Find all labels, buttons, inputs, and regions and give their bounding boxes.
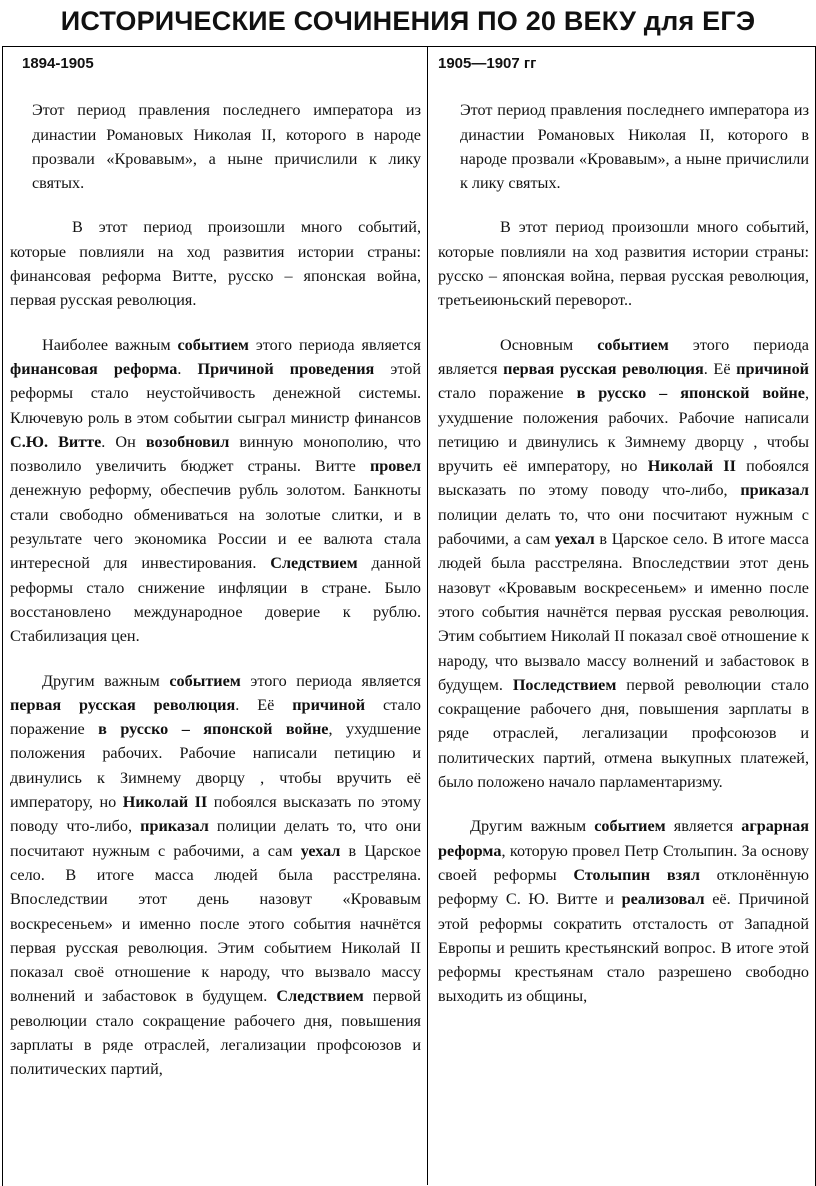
page-title: ИСТОРИЧЕСКИЕ СОЧИНЕНИЯ ПО 20 ВЕКУ для ЕГЭ xyxy=(60,6,756,36)
bold-run: в русско – японской войне xyxy=(98,720,329,739)
bold-run: приказал xyxy=(140,817,209,836)
bold-run: Следствием xyxy=(276,987,364,1006)
text-run: побоялся высказать по этому поводу что-либо, xyxy=(438,457,809,500)
bold-run: Столыпин взял xyxy=(573,865,700,884)
bold-run: событием xyxy=(594,817,666,836)
bold-run: Причиной проведения xyxy=(197,359,375,378)
left-revolution-paragraph xyxy=(10,669,421,1082)
left-period-heading: 1894-1905 xyxy=(22,55,94,72)
text-run: . Её xyxy=(235,695,293,714)
bold-run: Следствием xyxy=(270,554,358,573)
right-period-heading: 1905—1907 гг xyxy=(438,55,537,72)
bold-run: первая русская революция xyxy=(503,359,704,378)
text-run: данной реформы стало снижение инфляции в стране. Было восстановлено международное доверие к рублю. Стабилизация цен. xyxy=(10,554,421,646)
text-run: побоялся высказать по этому поводу что-либо, xyxy=(10,793,421,836)
text-run: полиции делать то, что они посчитают нужным с рабочими, а сам xyxy=(10,817,421,860)
right-intro-paragraph: Этот период правления последнего императора из династии Романовых Николая II, которого в народе прозвали «Кровавым», а ныне причислили к лику святых. xyxy=(460,101,809,193)
text-run: этой реформы стало неустойчивость денежной системы. Ключевую роль в этом событии сыграл министр финансов xyxy=(10,359,421,427)
text-run: её. Причиной этой реформы сократить отсталость от Западной Европы и решить крестьянский вопрос. В итоге этой реформы крестьянам стало разрешено свободно выходить из общины, xyxy=(438,890,809,1006)
text-run: , которую провел Петр Столыпин. За основу своей реформы xyxy=(438,841,809,884)
text-run: в Царское село. В итоге масса людей была расстреляна. Впоследствии этот день назовут «Кровавым воскресеньем» и именно после этого события начнётся первая русская революция. Этим событием Николай II показал своё отношение к народу, что вызвало массу волнений и забастовок в будущем. xyxy=(10,841,421,1006)
left-intro-paragraph: Этот период правления последнего императора из династии Романовых Николая II, которого в народе прозвали «Кровавым», а ныне причислили к лику святых. xyxy=(32,101,421,193)
bold-run: аграрная реформа xyxy=(438,817,809,860)
text-run: этого периода является xyxy=(438,335,809,378)
right-agrarian-reform-paragraph xyxy=(438,814,809,1008)
text-run: полиции делать то, что они посчитают нужным с рабочими, а сам xyxy=(438,505,809,549)
bold-run: Последствием xyxy=(512,675,617,694)
text-run: . Он xyxy=(101,432,146,451)
text-run: стало поражение xyxy=(438,384,577,403)
right-column xyxy=(438,52,809,1029)
bold-run: реализовал xyxy=(621,890,705,909)
bold-run: причиной xyxy=(736,359,810,378)
text-run: отклонённую реформу С. Ю. Витте и xyxy=(438,865,810,909)
bold-run: Николай II xyxy=(647,457,736,476)
column-divider xyxy=(427,46,428,1185)
text-run: . xyxy=(177,359,198,378)
right-events-paragraph: В этот период произошли много событий, которые повлияли на ход развития истории страны: русско – японская война, первая русская революция, третьеиюньский переворот.. xyxy=(438,218,809,310)
bold-run: событием xyxy=(169,671,241,690)
bold-run: провел xyxy=(369,457,421,476)
left-column xyxy=(10,52,421,1102)
text-run: Другим важным xyxy=(470,817,595,836)
text-run: , ухудшение положения рабочих. Рабочие написали петицию и двинулись к Зимнему дворцу , чтобы вручить её императору, но xyxy=(438,384,809,476)
text-run: является xyxy=(665,817,742,836)
text-run: , ухудшение положения рабочих. Рабочие написали петицию и двинулись к Зимнему дворцу , чтобы вручить её императору, но xyxy=(10,720,421,812)
text-run: . Её xyxy=(703,359,737,378)
bold-run: причиной xyxy=(292,695,366,714)
text-run: этого периода является xyxy=(240,671,421,690)
bold-run: Николай II xyxy=(122,793,208,812)
text-run: винную монополию, что позволило увеличить бюджет страны. Витте xyxy=(10,432,421,476)
text-run: денежную реформу, обеспечив рубль золотом. Банкноты стали свободно обмениваться на золотые слитки, и в результате чего экономика России и ее валюта стала интересной для инвестирования. xyxy=(10,481,421,573)
bold-run: возобновил xyxy=(145,432,230,451)
text-run: первой революции стало сокращение рабочего дня, повышения зарплаты в ряде отраслей, легализации профсоюзов и политических партий, отмена выкупных платежей, было положено начало парламентаризму. xyxy=(438,675,809,792)
text-run: Наиболее важным xyxy=(42,335,178,354)
text-run: первой революции стало сокращение рабочего дня, повышения зарплаты в ряде отраслей, легализации профсоюзов и политических партий, xyxy=(10,987,421,1079)
text-run: этого периода является xyxy=(248,335,421,354)
bold-run: приказал xyxy=(740,481,809,500)
bold-run: событием xyxy=(597,335,669,354)
bold-run: событием xyxy=(177,335,249,354)
bold-run: уехал xyxy=(300,841,341,860)
left-events-paragraph: В этот период произошли много событий, которые повлияли на ход развития истории страны: финансовая реформа Витте, русско – японская война, первая русская революция. xyxy=(10,218,421,310)
text-run: Основным xyxy=(500,335,598,354)
text-run: Другим важным xyxy=(42,671,170,690)
bold-run: первая русская революция xyxy=(10,695,236,714)
text-run: стало поражение xyxy=(10,695,421,739)
right-revolution-paragraph xyxy=(438,333,809,795)
bold-run: С.Ю. Витте xyxy=(10,432,102,451)
left-finance-reform-paragraph xyxy=(10,333,421,649)
text-run: в Царское село. В итоге масса людей была расстреляна. Впоследствии этот день назовут «Кровавым воскресеньем» и именно после этого события начнётся первая русская революция. Этим событием Николай II показал своё отношение к народу, что вызвало массу волнений и забастовок в будущем. xyxy=(438,530,809,694)
bold-run: в русско – японской войне xyxy=(576,384,805,403)
bold-run: финансовая реформа xyxy=(10,359,178,378)
bold-run: уехал xyxy=(555,530,595,549)
